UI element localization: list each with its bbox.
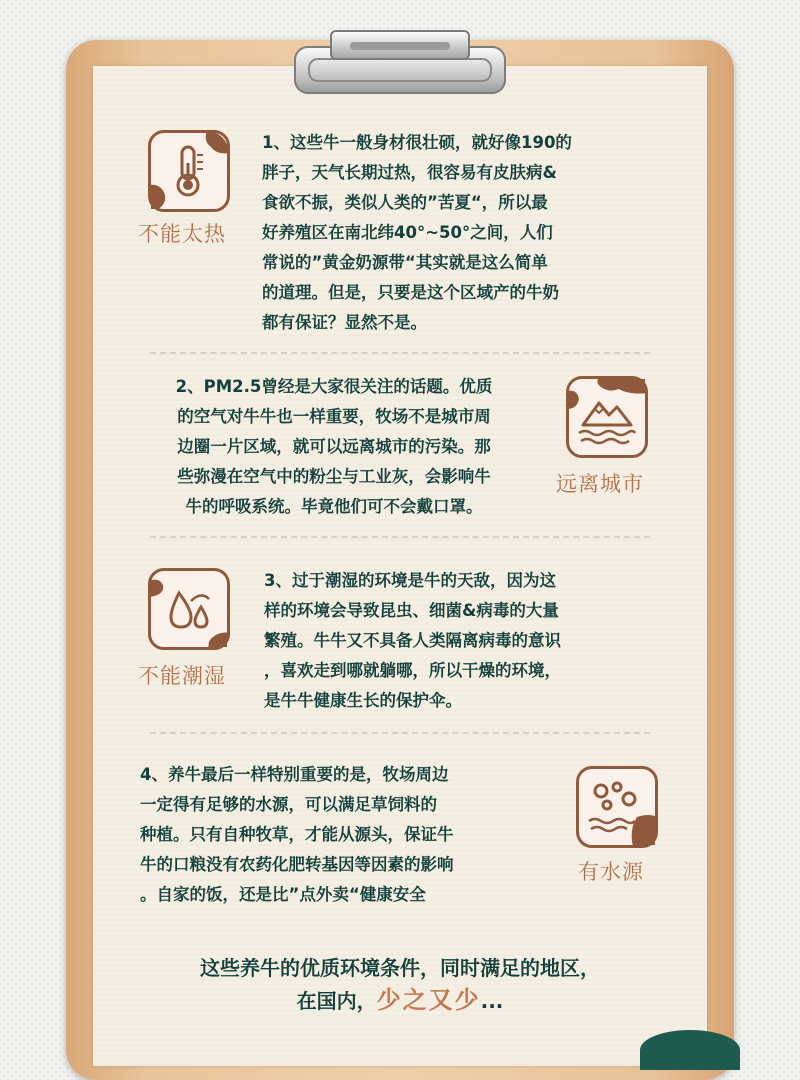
section-divider <box>150 536 650 538</box>
line: 一定得有足够的水源，可以满足草饲料的 <box>140 795 437 814</box>
line: 牛的呼吸系统。毕竟他们可不会戴口罩。 <box>185 497 483 516</box>
section-divider <box>150 732 650 734</box>
line: 胖子，天气长期过热，很容易有皮肤病& <box>262 163 557 182</box>
closing-text <box>100 952 700 1017</box>
line: 牛的口粮没有农药化肥转基因等因素的影响 <box>140 855 454 874</box>
thermometer-icon <box>148 130 230 212</box>
line: 的道理。但是，只要是这个区域产的牛奶 <box>262 283 559 302</box>
line: 种植。只有自种牧草，才能从源头，保证牛 <box>140 825 454 844</box>
section-3-text <box>264 566 561 716</box>
bottom-decoration <box>640 1030 740 1070</box>
line: 些弥漫在空气中的粉尘与工业灰，会影响牛 <box>177 467 491 486</box>
water-source-icon <box>576 766 658 848</box>
closing-line-2-suffix: ... <box>480 989 504 1013</box>
water-drops-icon <box>148 568 230 650</box>
closing-highlight: 少之又少 <box>376 986 481 1014</box>
line: 4、养牛最后一样特别重要的是，牧场周边 <box>140 765 449 784</box>
clip-bar <box>350 42 450 50</box>
line: 都有保证？显然不是。 <box>262 313 427 332</box>
section-2-text <box>134 372 534 522</box>
line: 1、这些牛一般身材很壮硕，就好像190的 <box>262 133 572 152</box>
section-4-text <box>140 760 454 910</box>
section-1-text <box>262 128 572 338</box>
line: 样的环境会导致昆虫、细菌&病毒的大量 <box>264 601 559 620</box>
closing-line-2-prefix: 在国内， <box>296 989 377 1013</box>
line: 。自家的饭，还是比”点外卖“健康安全 <box>140 885 426 904</box>
line: 3、过于潮湿的环境是牛的天敌，因为这 <box>264 571 556 590</box>
line: 好养殖区在南北纬40°~50°之间，人们 <box>262 223 553 242</box>
section-1-label: 不能太热 <box>138 222 226 246</box>
section-3-label: 不能潮湿 <box>138 664 226 688</box>
line: 常说的”黄金奶源带“其实就是这么简单 <box>262 253 548 272</box>
line: 边圈一片区域，就可以远离城市的污染。那 <box>177 437 491 456</box>
line: 是牛牛健康生长的保护伞。 <box>264 691 462 710</box>
line: 2、PM2.5曾经是大家很关注的话题。优质 <box>175 377 493 396</box>
line: 的空气对牛牛也一样重要，牧场不是城市周 <box>177 407 491 426</box>
section-2-label: 远离城市 <box>556 472 644 496</box>
mountain-icon <box>566 376 648 458</box>
line: ，喜欢走到哪就躺哪，所以干燥的环境， <box>264 661 561 680</box>
section-divider <box>150 352 650 354</box>
line: 繁殖。牛牛又不具备人类隔离病毒的意识 <box>264 631 561 650</box>
closing-line-1: 这些养牛的优质环境条件，同时满足的地区， <box>200 956 600 980</box>
section-4-label: 有水源 <box>578 860 644 884</box>
line: 食欲不振，类似人类的”苦夏“，所以最 <box>262 193 548 212</box>
